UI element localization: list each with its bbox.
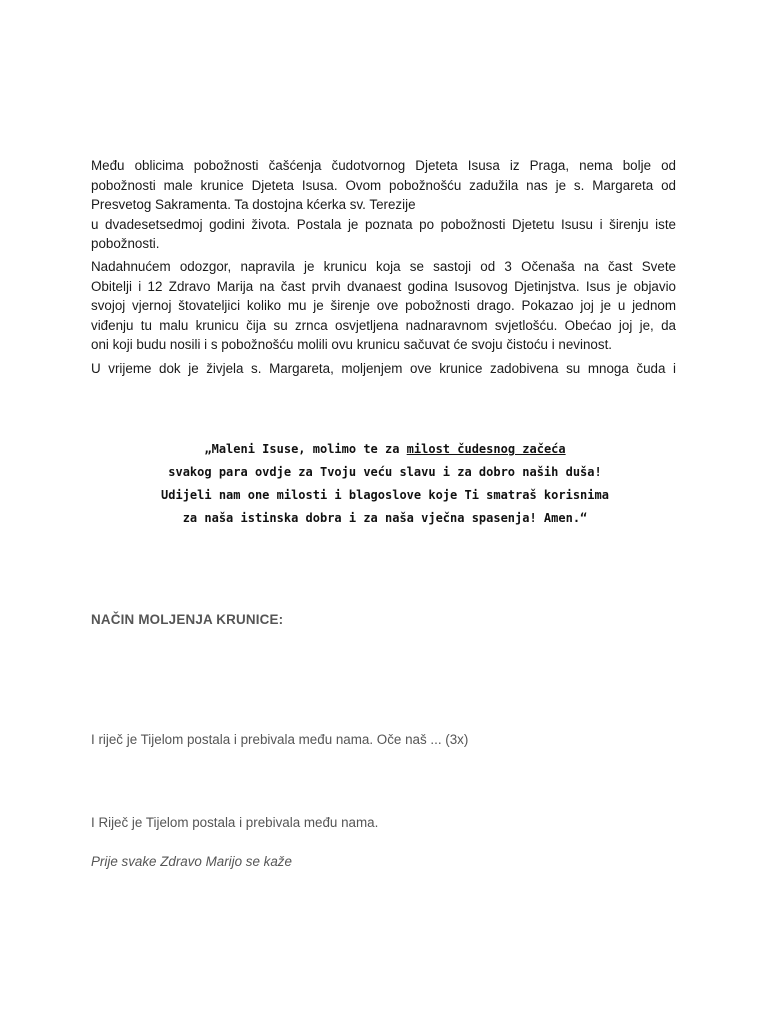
paragraph-1-line: pobožnosti. <box>91 236 160 251</box>
paragraph-3 <box>91 359 676 379</box>
paragraph-2-line: viđenju tu malu krunicu čija su zrnca osvjetljena nadnaravnom svjetlošću. Obećao joj je, da <box>91 317 676 333</box>
paragraph-2 <box>91 257 676 355</box>
paragraph-1-line: Presvetog Sakramenta. Ta dostojna kćerka sv. Terezije <box>91 197 416 212</box>
paragraph-1-line: u dvadesetsedmoj godini života. Postala je poznata po pobožnosti Djetetu Isusu i širenju iste <box>91 216 676 232</box>
prayer-underlined-phrase: milost čudesnog začeća <box>406 442 566 456</box>
prayer-line-4: za naša istinska dobra i za naša vječna spasenja! Amen.“ <box>182 511 588 525</box>
paragraph-3-line: U vrijeme dok je živjela s. Margareta, moljenjem ove krunice zadobivena su mnoga čuda i <box>91 361 676 376</box>
paragraph-1-line: Među oblicima pobožnosti čašćenja čudotvornog Djeteta Isusa iz Praga, nema bolje od <box>91 158 676 173</box>
prayer-block <box>120 438 650 530</box>
paragraph-2-line: Nadahnućem odozgor, napravila je krunicu koja se sastoji od 3 Očenaša na čast Svete <box>91 259 676 274</box>
paragraph-2-line: Obitelji i 12 Zdravo Marija na čast prvih dvanaest godina Isusovog Djetinjstva. Isus je objavio <box>91 278 676 294</box>
prayer-line-1-start: „Maleni Isuse, molimo te za <box>204 442 407 456</box>
prayer-line-3: Udijeli nam one milosti i blagoslove koje Ti smatraš korisnima <box>161 488 609 502</box>
prayer-line-2: svakog para ovdje za Tvoju veću slavu i za dobro naših duša! <box>168 465 602 479</box>
text-line-word-became-flesh: I riječ je Tijelom postala i prebivala među nama. Oče naš ... (3x) <box>91 732 469 747</box>
prayer-line-1 <box>120 438 650 461</box>
paragraph-2-line: svojoj vjernoj štovateljici koliko mu je širenje ove pobožnosti drago. Pokazao joj je u jednom <box>91 298 676 313</box>
section-heading: NAČIN MOLJENJA KRUNICE: <box>91 612 284 627</box>
paragraph-1-line: pobožnosti male krunice Djeteta Isusa. Ovom pobožnošću zadužila nas je s. Margareta od <box>91 177 676 193</box>
text-line-before-each-hail-mary: Prije svake Zdravo Marijo se kaže <box>91 854 292 869</box>
paragraph-1 <box>91 156 676 254</box>
text-line-word-became-flesh-2: I Riječ je Tijelom postala i prebivala među nama. <box>91 815 379 830</box>
paragraph-2-line: oni koji budu nosili i s pobožnošću molili ovu krunicu sačuvat će svoju čistoću i nevinost. <box>91 337 613 352</box>
